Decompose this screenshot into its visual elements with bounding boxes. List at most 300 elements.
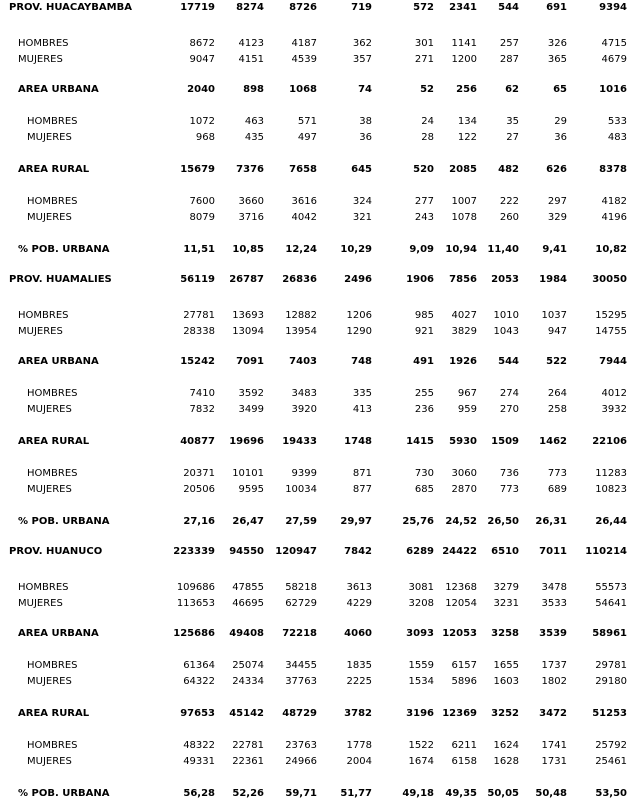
value-cell: 26,47	[232, 516, 264, 527]
value-cell: 497	[297, 132, 317, 143]
value-cell: 28338	[183, 326, 215, 337]
urbana-mujeres-row	[0, 675, 631, 689]
value-cell: 321	[352, 212, 372, 223]
row-label: MUJERES	[27, 756, 72, 767]
value-cell: 3932	[601, 404, 627, 415]
value-cell: 3483	[291, 388, 317, 399]
value-cell: 1522	[408, 740, 434, 751]
value-cell: 1043	[493, 326, 519, 337]
value-cell: 1462	[539, 436, 567, 447]
value-cell: 27781	[183, 310, 215, 321]
value-cell: 17719	[180, 2, 215, 13]
value-cell: 6157	[451, 660, 477, 671]
value-cell: 52	[420, 84, 434, 95]
value-cell: 4042	[291, 212, 317, 223]
value-cell: 1037	[541, 310, 567, 321]
row-label: MUJERES	[27, 676, 72, 687]
value-cell: 8726	[289, 2, 317, 13]
value-cell: 2225	[346, 676, 372, 687]
value-cell: 365	[547, 54, 567, 65]
value-cell: 544	[498, 356, 519, 367]
value-cell: 2870	[451, 484, 477, 495]
value-cell: 1628	[493, 756, 519, 767]
value-cell: 1778	[346, 740, 372, 751]
pct-urbana-row	[0, 243, 631, 257]
value-cell: 38	[359, 116, 372, 127]
value-cell: 6158	[451, 756, 477, 767]
value-cell: 274	[499, 388, 519, 399]
value-cell: 1141	[451, 38, 477, 49]
value-cell: 736	[499, 468, 519, 479]
value-cell: 222	[499, 196, 519, 207]
value-cell: 58218	[285, 582, 317, 593]
value-cell: 12053	[442, 628, 477, 639]
value-cell: 12054	[445, 598, 477, 609]
value-cell: 4060	[344, 628, 372, 639]
row-label: HOMBRES	[27, 388, 78, 399]
value-cell: 626	[546, 164, 567, 175]
pct-urbana-row	[0, 787, 631, 801]
value-cell: 689	[547, 484, 567, 495]
value-cell: 3478	[541, 582, 567, 593]
value-cell: 463	[244, 116, 264, 127]
value-cell: 29781	[595, 660, 627, 671]
value-cell: 7842	[344, 546, 372, 557]
value-cell: 264	[547, 388, 567, 399]
value-cell: 62	[505, 84, 519, 95]
value-cell: 730	[414, 468, 434, 479]
value-cell: 3472	[539, 708, 567, 719]
value-cell: 967	[457, 388, 477, 399]
value-cell: 51253	[592, 708, 627, 719]
value-cell: 53,50	[595, 788, 627, 799]
row-label: AREA RURAL	[18, 436, 90, 447]
value-cell: 62729	[285, 598, 317, 609]
row-label: HOMBRES	[27, 740, 78, 751]
value-cell: 51,77	[340, 788, 372, 799]
province-row	[0, 545, 631, 559]
value-cell: 55573	[595, 582, 627, 593]
value-cell: 335	[352, 388, 372, 399]
value-cell: 25461	[595, 756, 627, 767]
value-cell: 6211	[451, 740, 477, 751]
value-cell: 1010	[493, 310, 519, 321]
value-cell: 3499	[238, 404, 264, 415]
value-cell: 26,44	[595, 516, 627, 527]
row-label: % POB. URBANA	[18, 244, 110, 255]
value-cell: 97653	[180, 708, 215, 719]
value-cell: 56119	[180, 274, 215, 285]
value-cell: 7376	[236, 164, 264, 175]
hombres-row	[0, 37, 631, 51]
value-cell: 257	[499, 38, 519, 49]
value-cell: 301	[414, 38, 434, 49]
value-cell: 5896	[451, 676, 477, 687]
value-cell: 48322	[183, 740, 215, 751]
value-cell: 871	[352, 468, 372, 479]
value-cell: 25792	[595, 740, 627, 751]
value-cell: 326	[547, 38, 567, 49]
row-label: HOMBRES	[18, 310, 69, 321]
value-cell: 3829	[451, 326, 477, 337]
value-cell: 27,59	[285, 516, 317, 527]
row-label: MUJERES	[27, 484, 72, 495]
row-label: HOMBRES	[18, 38, 69, 49]
value-cell: 3616	[291, 196, 317, 207]
value-cell: 921	[414, 326, 434, 337]
value-cell: 3920	[291, 404, 317, 415]
value-cell: 94550	[229, 546, 264, 557]
value-cell: 3196	[406, 708, 434, 719]
value-cell: 9047	[189, 54, 215, 65]
value-cell: 61364	[183, 660, 215, 671]
value-cell: 8274	[236, 2, 264, 13]
value-cell: 6289	[406, 546, 434, 557]
value-cell: 3252	[491, 708, 519, 719]
value-cell: 125686	[173, 628, 215, 639]
value-cell: 8672	[189, 38, 215, 49]
value-cell: 27,16	[183, 516, 215, 527]
value-cell: 985	[414, 310, 434, 321]
value-cell: 11,51	[183, 244, 215, 255]
value-cell: 223339	[173, 546, 215, 557]
value-cell: 243	[414, 212, 434, 223]
value-cell: 1737	[541, 660, 567, 671]
value-cell: 645	[351, 164, 372, 175]
value-cell: 3782	[344, 708, 372, 719]
value-cell: 20506	[183, 484, 215, 495]
value-cell: 113653	[176, 598, 215, 609]
value-cell: 947	[547, 326, 567, 337]
value-cell: 6510	[491, 546, 519, 557]
value-cell: 49,18	[402, 788, 434, 799]
value-cell: 1741	[541, 740, 567, 751]
value-cell: 24,52	[445, 516, 477, 527]
value-cell: 3231	[493, 598, 519, 609]
value-cell: 14755	[595, 326, 627, 337]
value-cell: 134	[457, 116, 477, 127]
row-label: AREA URBANA	[18, 628, 99, 639]
value-cell: 4012	[601, 388, 627, 399]
value-cell: 968	[195, 132, 215, 143]
value-cell: 435	[244, 132, 264, 143]
row-label: AREA URBANA	[18, 356, 99, 367]
value-cell: 3279	[493, 582, 519, 593]
value-cell: 520	[413, 164, 434, 175]
mujeres-row	[0, 325, 631, 339]
value-cell: 1068	[289, 84, 317, 95]
value-cell: 1674	[408, 756, 434, 767]
value-cell: 3613	[346, 582, 372, 593]
value-cell: 691	[546, 2, 567, 13]
value-cell: 1906	[406, 274, 434, 285]
value-cell: 22106	[592, 436, 627, 447]
value-cell: 46695	[232, 598, 264, 609]
value-cell: 3081	[408, 582, 434, 593]
value-cell: 255	[414, 388, 434, 399]
row-label: HOMBRES	[18, 582, 69, 593]
value-cell: 271	[414, 54, 434, 65]
value-cell: 2085	[449, 164, 477, 175]
rural-mujeres-row	[0, 483, 631, 497]
value-cell: 324	[352, 196, 372, 207]
value-cell: 26836	[282, 274, 317, 285]
rural-hombres-row	[0, 195, 631, 209]
value-cell: 3716	[238, 212, 264, 223]
value-cell: 109686	[176, 582, 215, 593]
value-cell: 50,05	[487, 788, 519, 799]
value-cell: 256	[456, 84, 477, 95]
value-cell: 773	[547, 468, 567, 479]
row-label: HOMBRES	[27, 468, 78, 479]
value-cell: 65	[553, 84, 567, 95]
value-cell: 9,09	[409, 244, 434, 255]
area-rural-row	[0, 163, 631, 177]
value-cell: 7944	[599, 356, 627, 367]
value-cell: 72218	[282, 628, 317, 639]
value-cell: 748	[351, 356, 372, 367]
value-cell: 19433	[282, 436, 317, 447]
value-cell: 15679	[180, 164, 215, 175]
area-urbana-row	[0, 83, 631, 97]
urbana-hombres-row	[0, 115, 631, 129]
value-cell: 3208	[408, 598, 434, 609]
value-cell: 3592	[238, 388, 264, 399]
value-cell: 24334	[232, 676, 264, 687]
value-cell: 1835	[346, 660, 372, 671]
rural-hombres-row	[0, 739, 631, 753]
value-cell: 52,26	[232, 788, 264, 799]
value-cell: 13954	[285, 326, 317, 337]
value-cell: 959	[457, 404, 477, 415]
value-cell: 1072	[189, 116, 215, 127]
value-cell: 1200	[451, 54, 477, 65]
value-cell: 4187	[291, 38, 317, 49]
row-label: AREA RURAL	[18, 708, 90, 719]
value-cell: 10,82	[595, 244, 627, 255]
value-cell: 4679	[601, 54, 627, 65]
value-cell: 24422	[442, 546, 477, 557]
value-cell: 236	[414, 404, 434, 415]
value-cell: 26787	[229, 274, 264, 285]
value-cell: 12,24	[285, 244, 317, 255]
value-cell: 15242	[180, 356, 215, 367]
value-cell: 8378	[599, 164, 627, 175]
value-cell: 64322	[183, 676, 215, 687]
row-label: PROV. HUAMALIES	[9, 274, 112, 285]
rural-mujeres-row	[0, 211, 631, 225]
value-cell: 12368	[445, 582, 477, 593]
value-cell: 29180	[595, 676, 627, 687]
value-cell: 10,29	[340, 244, 372, 255]
value-cell: 10823	[595, 484, 627, 495]
value-cell: 2040	[187, 84, 215, 95]
row-label: AREA RURAL	[18, 164, 90, 175]
value-cell: 29,97	[340, 516, 372, 527]
pct-urbana-row	[0, 515, 631, 529]
value-cell: 7856	[449, 274, 477, 285]
value-cell: 10,85	[232, 244, 264, 255]
value-cell: 522	[546, 356, 567, 367]
value-cell: 56,28	[183, 788, 215, 799]
value-cell: 877	[352, 484, 372, 495]
mujeres-row	[0, 597, 631, 611]
value-cell: 12882	[285, 310, 317, 321]
value-cell: 11,40	[487, 244, 519, 255]
value-cell: 1624	[493, 740, 519, 751]
row-label: % POB. URBANA	[18, 516, 110, 527]
row-label: AREA URBANA	[18, 84, 99, 95]
value-cell: 483	[607, 132, 627, 143]
province-row	[0, 1, 631, 15]
rural-mujeres-row	[0, 755, 631, 769]
row-label: HOMBRES	[27, 196, 78, 207]
value-cell: 3093	[406, 628, 434, 639]
value-cell: 19696	[229, 436, 264, 447]
row-label: MUJERES	[27, 132, 72, 143]
value-cell: 413	[352, 404, 372, 415]
value-cell: 4027	[451, 310, 477, 321]
value-cell: 2341	[449, 2, 477, 13]
area-rural-row	[0, 707, 631, 721]
value-cell: 26,31	[535, 516, 567, 527]
hombres-row	[0, 309, 631, 323]
value-cell: 1078	[451, 212, 477, 223]
value-cell: 362	[352, 38, 372, 49]
row-label: MUJERES	[18, 326, 63, 337]
value-cell: 58961	[592, 628, 627, 639]
value-cell: 10,94	[445, 244, 477, 255]
value-cell: 3258	[491, 628, 519, 639]
value-cell: 482	[498, 164, 519, 175]
value-cell: 122	[457, 132, 477, 143]
value-cell: 7600	[189, 196, 215, 207]
value-cell: 1509	[491, 436, 519, 447]
value-cell: 36	[359, 132, 372, 143]
value-cell: 1007	[451, 196, 477, 207]
value-cell: 7658	[289, 164, 317, 175]
value-cell: 54641	[595, 598, 627, 609]
value-cell: 20371	[183, 468, 215, 479]
value-cell: 1206	[346, 310, 372, 321]
value-cell: 49331	[183, 756, 215, 767]
value-cell: 1731	[541, 756, 567, 767]
value-cell: 30050	[592, 274, 627, 285]
value-cell: 571	[297, 116, 317, 127]
value-cell: 4715	[601, 38, 627, 49]
value-cell: 1415	[406, 436, 434, 447]
value-cell: 1984	[539, 274, 567, 285]
value-cell: 572	[413, 2, 434, 13]
urbana-mujeres-row	[0, 131, 631, 145]
value-cell: 297	[547, 196, 567, 207]
value-cell: 2004	[346, 756, 372, 767]
value-cell: 1655	[493, 660, 519, 671]
value-cell: 1748	[344, 436, 372, 447]
value-cell: 8079	[189, 212, 215, 223]
value-cell: 13094	[232, 326, 264, 337]
value-cell: 1603	[493, 676, 519, 687]
value-cell: 357	[352, 54, 372, 65]
value-cell: 3060	[451, 468, 477, 479]
value-cell: 59,71	[285, 788, 317, 799]
value-cell: 50,48	[535, 788, 567, 799]
value-cell: 24966	[285, 756, 317, 767]
value-cell: 685	[414, 484, 434, 495]
value-cell: 1534	[408, 676, 434, 687]
value-cell: 270	[499, 404, 519, 415]
value-cell: 27	[506, 132, 519, 143]
value-cell: 260	[499, 212, 519, 223]
rural-hombres-row	[0, 467, 631, 481]
value-cell: 28	[421, 132, 434, 143]
row-label: HOMBRES	[27, 660, 78, 671]
value-cell: 26,50	[487, 516, 519, 527]
value-cell: 1926	[449, 356, 477, 367]
row-label: HOMBRES	[27, 116, 78, 127]
value-cell: 2496	[344, 274, 372, 285]
value-cell: 49408	[229, 628, 264, 639]
value-cell: 9394	[599, 2, 627, 13]
value-cell: 45142	[229, 708, 264, 719]
value-cell: 29	[554, 116, 567, 127]
value-cell: 74	[358, 84, 372, 95]
row-label: MUJERES	[18, 598, 63, 609]
mujeres-row	[0, 53, 631, 67]
value-cell: 277	[414, 196, 434, 207]
value-cell: 47855	[232, 582, 264, 593]
value-cell: 10034	[285, 484, 317, 495]
value-cell: 719	[351, 2, 372, 13]
value-cell: 491	[413, 356, 434, 367]
hombres-row	[0, 581, 631, 595]
value-cell: 544	[498, 2, 519, 13]
value-cell: 4229	[346, 598, 372, 609]
urbana-mujeres-row	[0, 403, 631, 417]
value-cell: 22361	[232, 756, 264, 767]
value-cell: 110214	[585, 546, 627, 557]
value-cell: 11283	[595, 468, 627, 479]
value-cell: 15295	[595, 310, 627, 321]
value-cell: 3533	[541, 598, 567, 609]
value-cell: 24	[421, 116, 434, 127]
row-label: PROV. HUANUCO	[9, 546, 103, 557]
value-cell: 40877	[180, 436, 215, 447]
value-cell: 1802	[541, 676, 567, 687]
value-cell: 25074	[232, 660, 264, 671]
value-cell: 4151	[238, 54, 264, 65]
value-cell: 4123	[238, 38, 264, 49]
value-cell: 5930	[449, 436, 477, 447]
row-label: MUJERES	[18, 54, 63, 65]
value-cell: 898	[243, 84, 264, 95]
value-cell: 7011	[539, 546, 567, 557]
area-rural-row	[0, 435, 631, 449]
value-cell: 49,35	[445, 788, 477, 799]
province-row	[0, 273, 631, 287]
value-cell: 258	[547, 404, 567, 415]
value-cell: 23763	[285, 740, 317, 751]
value-cell: 25,76	[402, 516, 434, 527]
value-cell: 1290	[346, 326, 372, 337]
row-label: % POB. URBANA	[18, 788, 110, 799]
value-cell: 34455	[285, 660, 317, 671]
value-cell: 12369	[442, 708, 477, 719]
value-cell: 7091	[236, 356, 264, 367]
value-cell: 37763	[285, 676, 317, 687]
value-cell: 2053	[491, 274, 519, 285]
value-cell: 36	[554, 132, 567, 143]
